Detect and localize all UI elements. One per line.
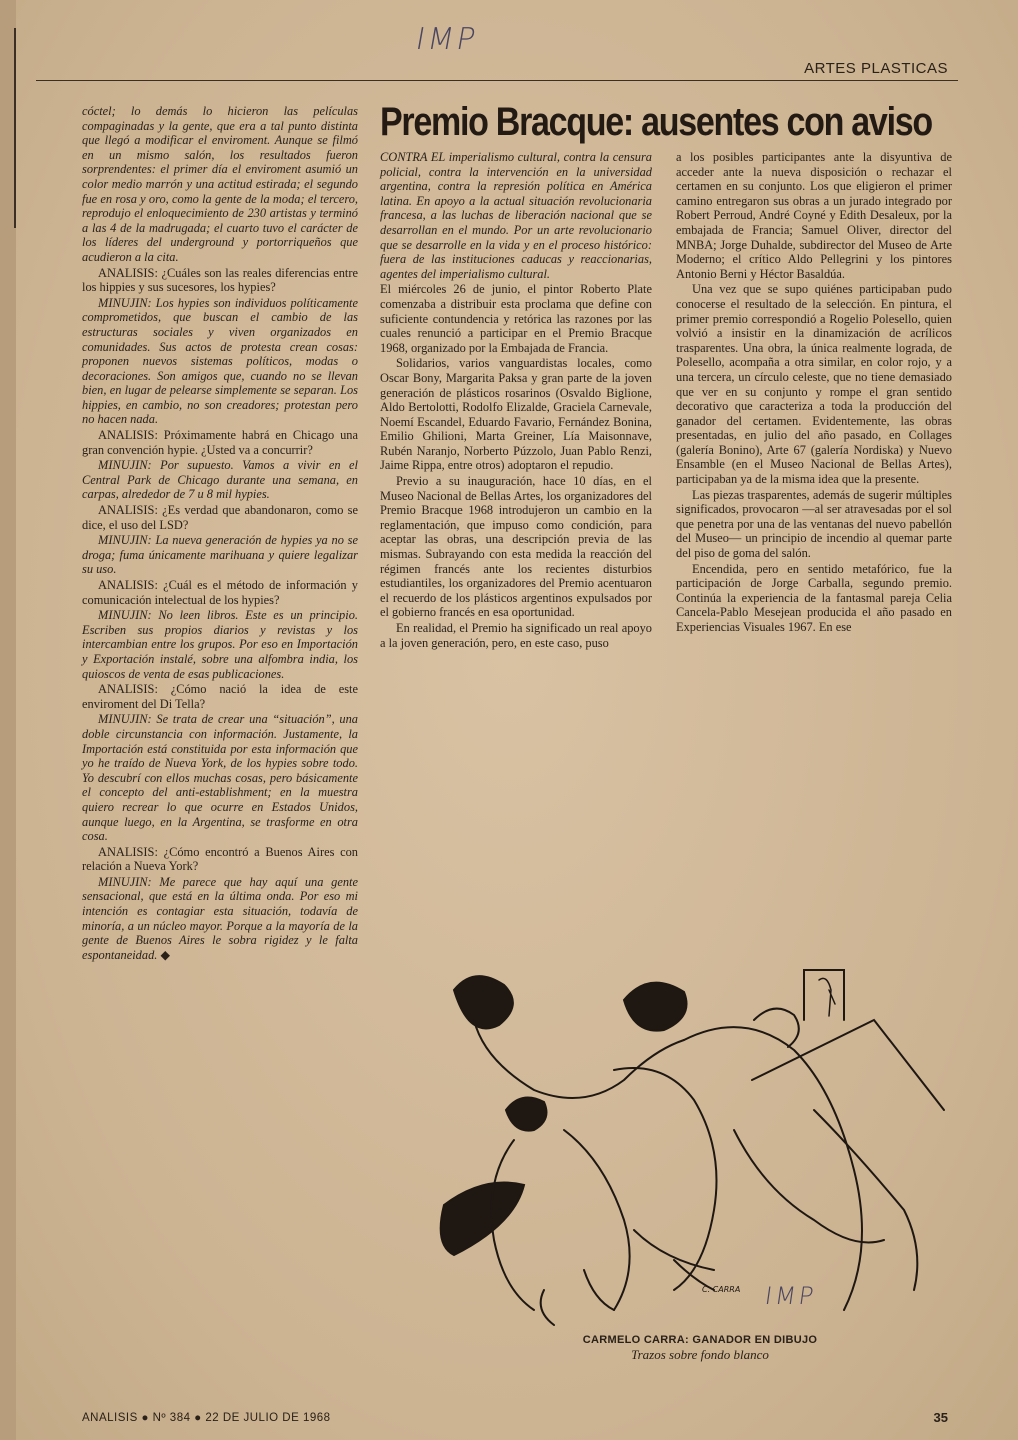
- paragraph: ANALISIS: ¿Cómo encontró a Buenos Aires con relación a Nueva York?: [82, 844, 358, 874]
- paragraph: Previo a su inauguración, hace 10 días, en el Museo Nacional de Bellas Artes, los organizadores del Premio Bracque 1968 introdujeron un cambio en la reglamentación, que impuso como condición, para aceptar las obras, una descripción previa de las mismas. Subrayando con esta medida la reacción del régimen francés ante los recientes disturbios estudiantiles, los organizadores del Premio acentuaron el recuerdo de los plásticos argentinos expulsados por el gobierno francés en esa oportunidad.: [380, 474, 652, 620]
- artist-signature: C. CARRA: [702, 1285, 741, 1294]
- caption-subtitle: Trazos sobre fondo blanco: [631, 1347, 769, 1362]
- section-label: ARTES PLASTICAS: [804, 60, 948, 77]
- paragraph: ANALISIS: ¿Cuál es el método de información y comunicación intelectual de los hypies?: [82, 578, 358, 607]
- paragraph: MINUJIN: Se trata de crear una “situación”, una doble circunstancia con información. Justamente, la Importación está constituida por esta información que yo he traído de Nueva York, de los hypies sobre todo. Yo descubrí con ellos muchas cosas, pero básicamente el concepto del anti-establishment; en la muestra quiero recrear lo que ocurre en Estados Unidos, aunque luego, en la Argentina, se trasforme en otra cosa.: [82, 712, 358, 844]
- paragraph: ANALISIS: ¿Es verdad que abandonaron, como se dice, el uso del LSD?: [82, 503, 358, 532]
- paragraph: MINUJIN: Me parece que hay aquí una gente sensacional, que está en la última onda. Por eso mi intención es contagiar esta situación, todavía de minoría, a un núcleo mayor. Porque a la mayoría de la gente de Buenos Aires le sobra rigidez y le falta espontaneidad. ◆: [82, 874, 358, 962]
- paragraph: Encendida, pero en sentido metafórico, fue la participación de Jorge Carballa, segundo premio. Continúa la experiencia de la fantasmal pareja Celia Cancela-Pablo Mesejean producida el año pasado en Experiencias Visuales 1967. En ese: [676, 561, 952, 634]
- header-rule: [36, 80, 958, 81]
- caption-title: CARMELO CARRA: GANADOR EN DIBUJO: [582, 1334, 818, 1346]
- paragraph: MINUJIN: La nueva generación de hypies ya no se droga; fuma únicamente marihuana y quiere legalizar su uso.: [82, 533, 358, 577]
- binding-line: [14, 28, 16, 228]
- paragraph: cóctel; lo demás lo hicieron las películas compaginadas y la gente, que era a tal punto distinta que llegó a modificar el enviroment. Aunque se filmó en un mismo salón, los resultados fueron sorprendentes: el primer día el enviroment asumió un color medio marrón y una actitud estirada; el segundo fue en rosa y oro, como la gente de la moda; el tercero, reprodujo el enloquecimiento de 230 artistas y terminó a las 4 de la madrugada; el cuarto tuvo el carácter de los líderes del underground y portorriqueños que acudieron a la cita.: [82, 104, 358, 264]
- paragraph: En realidad, el Premio ha significado un real apoyo a la joven generación, pero, en este caso, puso: [380, 621, 652, 650]
- column-1: [82, 104, 358, 963]
- head-right: [754, 1009, 799, 1047]
- doorway: [804, 970, 844, 1020]
- hair-left: [454, 976, 513, 1028]
- headline: Premio Bracque: ausentes con aviso: [380, 100, 932, 144]
- paragraph: CONTRA EL imperialismo cultural, contra la censura policial, contra la intervención en la universidad argentina, contra la represión política en América latina. En apoyo a la actual situación revolucionaria francesa, a las luchas de liberación nacional que se desarrollan en el mundo. Por un arte revolucionario que se desarrolle en la vida y en el proceso histórico: fuera de las instituciones caducas y reaccionarias, agentes del imperialismo cultural.: [380, 150, 652, 281]
- body-outline-3: [564, 1130, 630, 1310]
- illustration: [434, 960, 956, 1332]
- handwritten-note-image: IMP: [763, 1282, 819, 1310]
- page-number: 35: [933, 1410, 948, 1425]
- handwritten-note-top: IMP: [412, 22, 481, 57]
- footer-issue-info: ANALISIS ● Nº 384 ● 22 DE JULIO DE 1968: [82, 1412, 331, 1424]
- doorway-figure: [819, 978, 835, 1016]
- room-wall-line: [752, 1020, 944, 1110]
- paragraph: ANALISIS: ¿Cuáles son las reales diferencias entre los hippies y sus sucesores, los hypies?: [82, 265, 358, 295]
- paragraph: Una vez que se supo quiénes participaban pudo conocerse el resultado de la selección. En pintura, el primer premio correspondió a Rogelio Polesello, quien volvió a insistir en la dinamización de acrílicos trasparentes. Una obra, la única realmente lograda, de Polesello, acompaña a otra similar, en color rojo, y a una tercera, un círculo celeste, que no tiene demasiado que ver en su conjunto y rompe el gran sentido decorativo que caracteriza a toda la producción del ganador del certamen. Evidentemente, las obras presentadas, en julio del año pasado, en Collages (galería Bonino), Arte 67 (galería Nordiska) y Nuevo Ensamble (en el Museo Nacional de Bellas Artes), participaban ya de la misma idea que la presente.: [676, 282, 952, 487]
- ink-drawing: [434, 960, 956, 1332]
- foot-lines: [541, 1270, 614, 1325]
- column-2: [380, 150, 652, 651]
- column-3: [676, 150, 952, 636]
- paragraph: MINUJIN: No leen libros. Este es un principio. Escriben sus propios diarios y revistas y los intercambian entre los grupos. Por eso en Importación y Exportación instalé, sobre una alfombra india, los quioscos de venta de esas publicaciones.: [82, 608, 358, 681]
- paragraph: El miércoles 26 de junio, el pintor Roberto Plate comenzaba a distribuir esta proclama que define con suficiente contundencia y retórica las razones por las cuales renunció a participar en el Premio Bracque 1968, organizado por la Embajada de Francia.: [380, 282, 652, 355]
- shadow-mass: [441, 1183, 524, 1256]
- paragraph: MINUJIN: Los hypies son individuos políticamente comprometidos, que buscan el cambio de las estructuras sociales y viven organizados en comunidades. Sus actos de protesta crean cosas: proponen nuevos sistemas políticos, modas o decoraciones. Son amigos que, cuando no se llevan bien, en lugar de pelearse simplemente se separan. Los hippies, en cambio, no son creadores; protestan pero no hacen nada.: [82, 295, 358, 427]
- paragraph: a los posibles participantes ante la disyuntiva de acceder ante la nueva disposición o rechazar el certamen en su conjunto. Los que eligieron el primer camino entregaron sus obras a un jurado integrado por Robert Perroud, André Coyné y Edith Desaleux, por la embajada de Francia; Samuel Oliver, director del MNBA; Jorge Duhalde, subdirector del Museo de Arte Moderno; el crítico Aldo Pellegrini y los pintores Antonio Berni y Héctor Basaldúa.: [676, 150, 952, 281]
- paragraph: Las piezas trasparentes, además de sugerir múltiples significados, provocaron —al ser atravesadas por el sol que penetra por una de las ventanas del nuevo pabellón del Museo— un principio de incendio al quemar parte del piso de goma del salón.: [676, 487, 952, 561]
- paragraph: ANALISIS: Próximamente habrá en Chicago una gran convención hypie. ¿Usted va a concurrir?: [82, 428, 358, 457]
- arm-lines: [634, 1230, 714, 1290]
- hair-center: [624, 983, 687, 1031]
- body-outline-1: [474, 1020, 684, 1098]
- paragraph: Solidarios, varios vanguardistas locales, como Oscar Bony, Margarita Paksa y gran parte de la joven generación de plásticos rosarinos (Osvaldo Biglione, Aldo Bertolotti, Rodolfo Elizalde, Graciela Carnevale, Noemí Escandel, Eduardo Favario, Fernández Bonina, Emilio Ghilioni, Marta Greiner, Lía Maisonnave, Rubén Naranjo, Norberto Púzzolo, Juan Pablo Renzi, Jaime Rippa, entre otros) adoptaron el repudio.: [380, 356, 652, 473]
- paragraph: ANALISIS: ¿Cómo nació la idea de este enviroment del Di Tella?: [82, 682, 358, 711]
- hair-bearded-figure: [506, 1098, 546, 1131]
- paragraph: MINUJIN: Por supuesto. Vamos a vivir en el Central Park de Chicago durante una semana, en carpas, alrededor de 7 u 8 mil hypies.: [82, 458, 358, 502]
- figure-caption: [470, 1334, 930, 1363]
- leg-right: [814, 1110, 917, 1290]
